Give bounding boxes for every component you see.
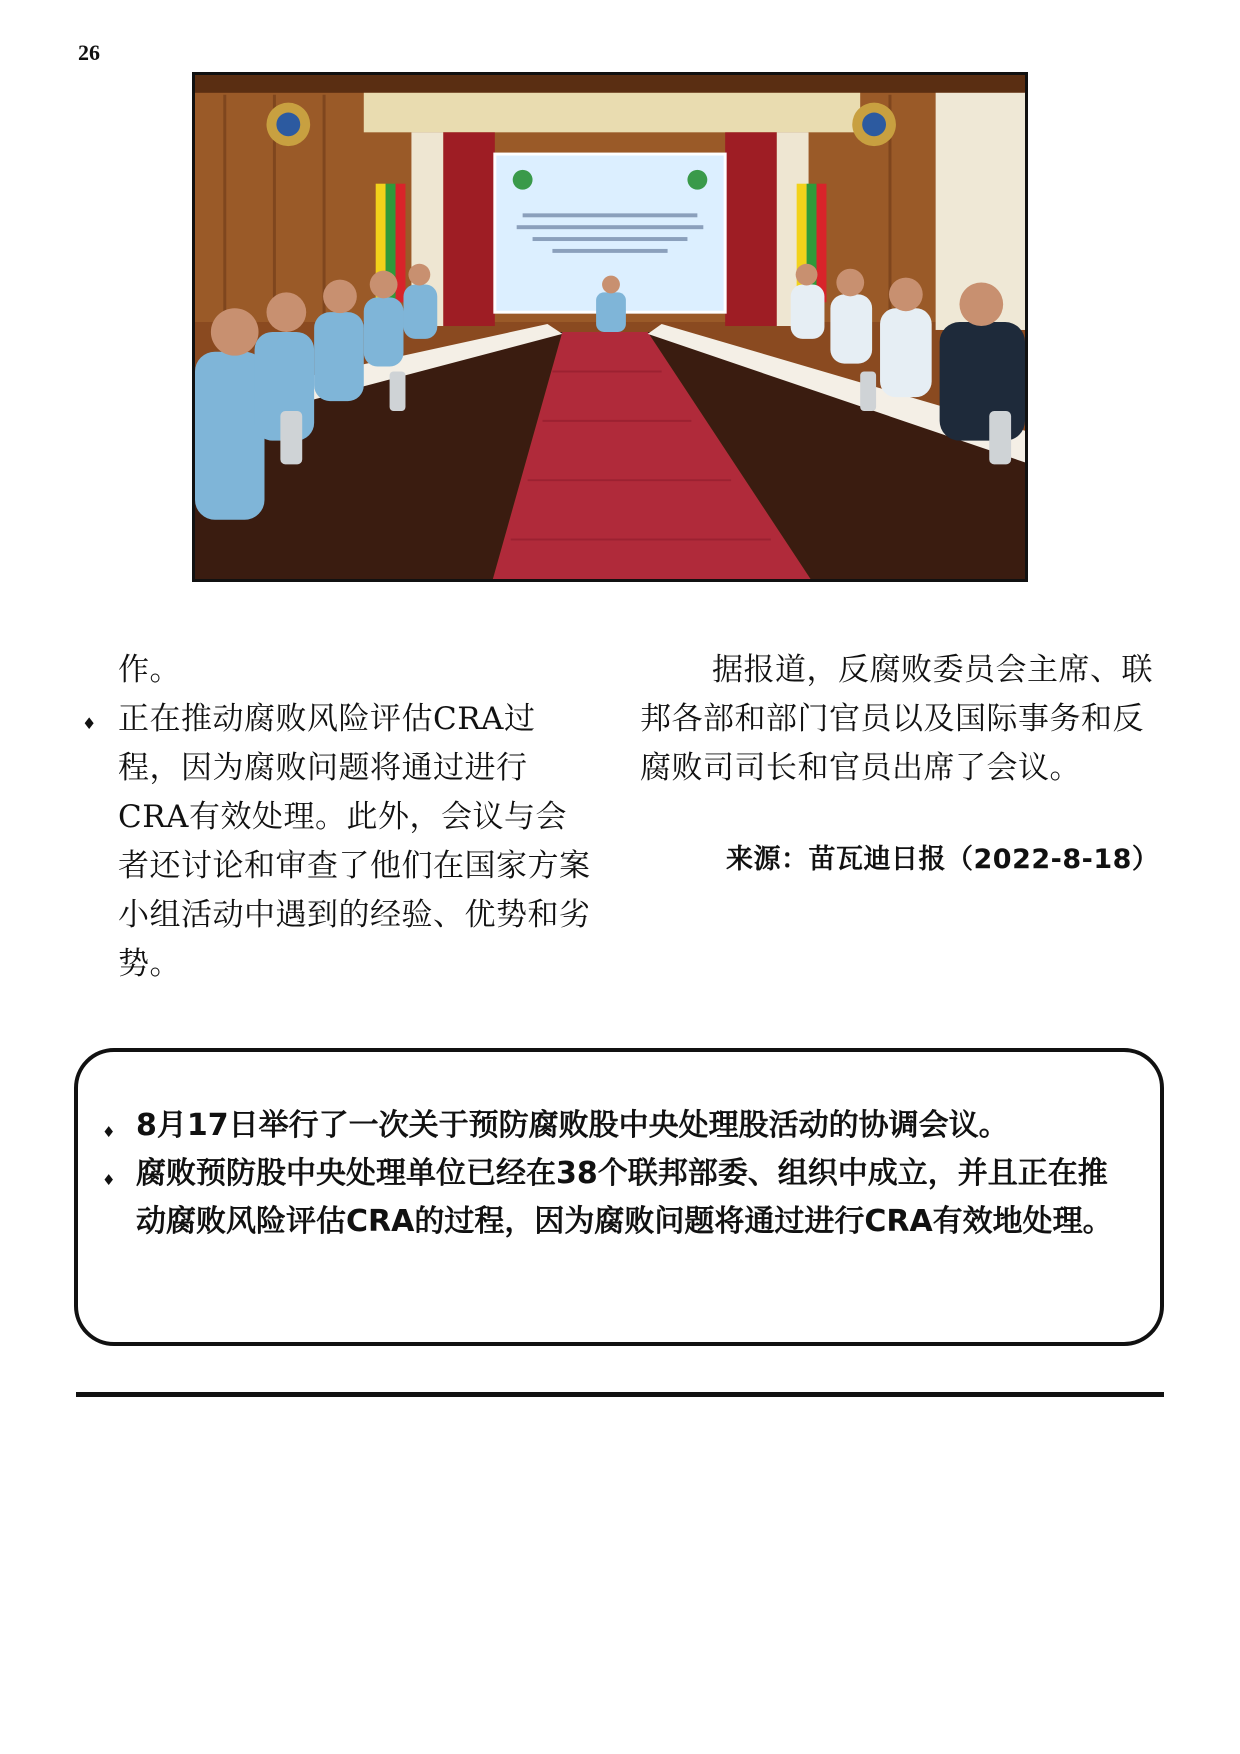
diamond-bullet-icon: ♦ bbox=[82, 714, 97, 733]
meeting-photo-illustration bbox=[195, 75, 1025, 579]
summary-item-text: 腐败预防股中央处理单位已经在38个联邦部委、组织中成立，并且正在推动腐败风险评估CRA的过程，因为腐败问题将通过进行CRA有效地处理。 bbox=[136, 1156, 1113, 1239]
diamond-bullet-icon: ♦ bbox=[102, 1123, 116, 1141]
source-citation: 来源：苗瓦迪日报（2022-8-18） bbox=[726, 844, 1160, 875]
meeting-photo bbox=[192, 72, 1028, 582]
section-divider bbox=[76, 1392, 1164, 1397]
cra-paragraph bbox=[82, 695, 598, 989]
summary-box bbox=[74, 1048, 1164, 1346]
page-number: 26 bbox=[78, 40, 100, 65]
diamond-bullet-icon: ♦ bbox=[102, 1171, 116, 1189]
attendance-paragraph: 据报道，反腐败委员会主席、联邦各部和部门官员以及国际事务和反腐败司司长和官员出席了会议。 bbox=[640, 652, 1153, 786]
cra-paragraph-text: 正在推动腐败风险评估CRA过程，因为腐败问题将通过进行CRA有效处理。此外，会议与会者还讨论和审查了他们在国家方案小组活动中遇到的经验、优势和劣势。 bbox=[118, 701, 591, 982]
right-column bbox=[640, 646, 1160, 884]
continuation-text: 作。 bbox=[118, 652, 181, 688]
left-column bbox=[82, 646, 598, 989]
summary-item-text: 8月17日举行了一次关于预防腐败股中央处理股活动的协调会议。 bbox=[136, 1108, 1009, 1143]
summary-item bbox=[102, 1150, 1136, 1246]
summary-item bbox=[102, 1102, 1136, 1150]
